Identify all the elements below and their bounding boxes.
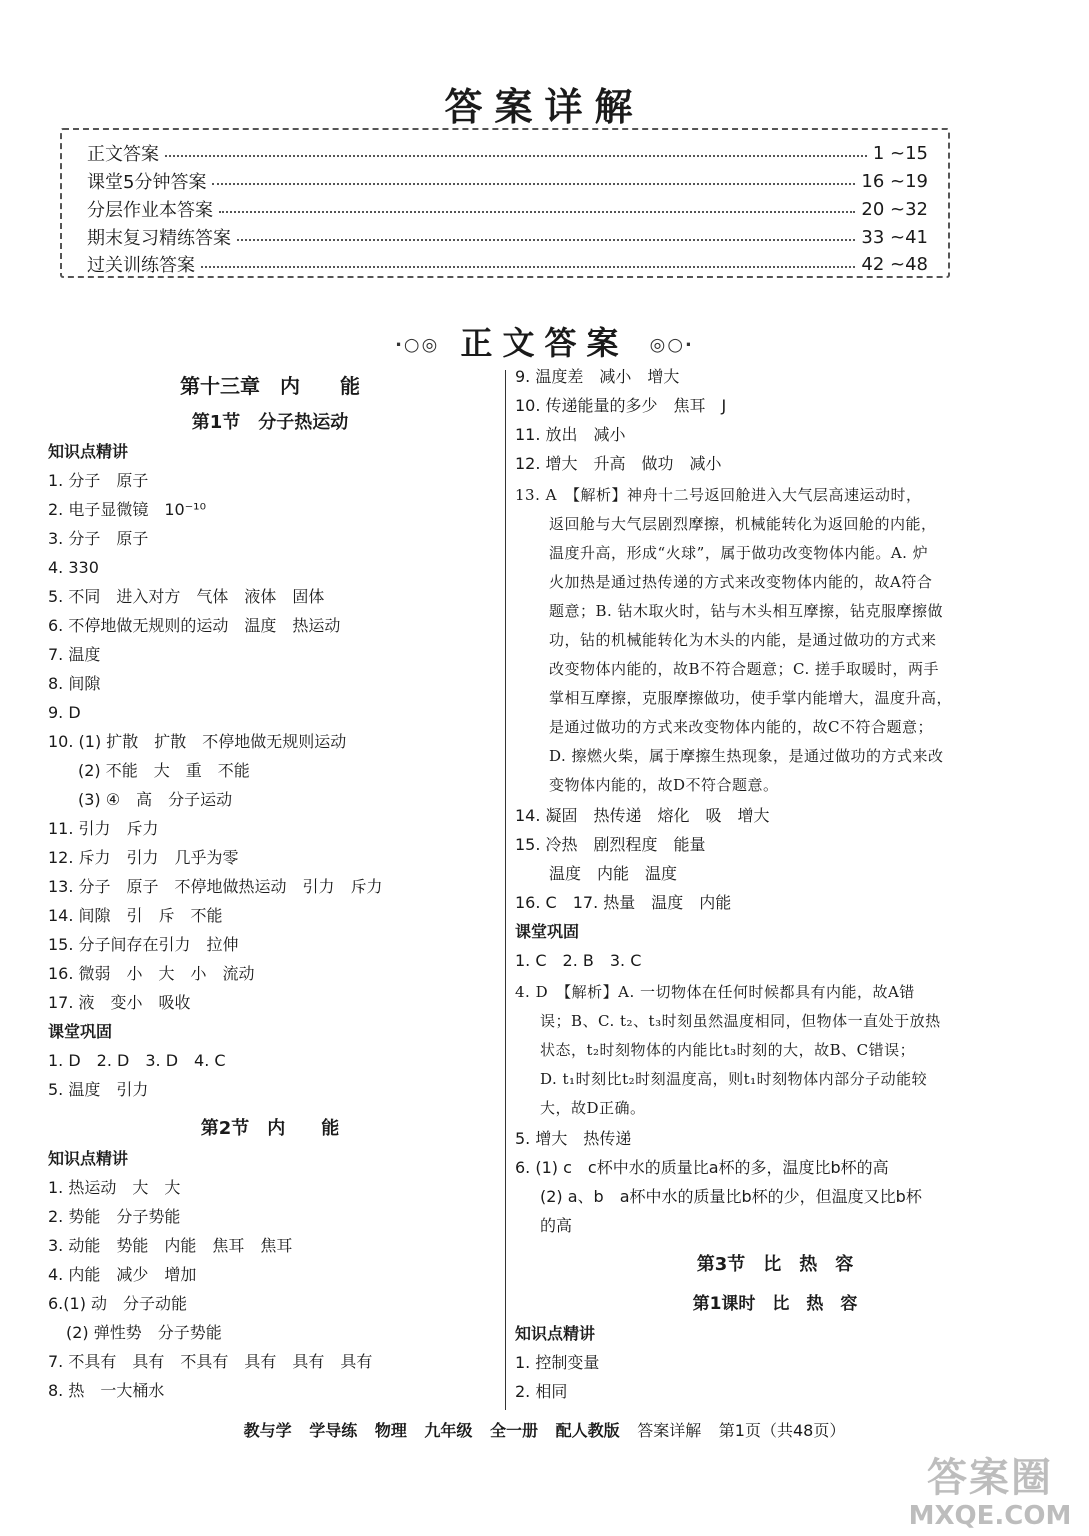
section-title: 正文答案: [460, 324, 629, 362]
section-2-heading: 第2节 内 能: [200, 1118, 340, 1139]
footer-doc-type: 答案详解: [637, 1421, 702, 1440]
toc-row: [87, 196, 928, 222]
page-footer: [0, 1418, 1089, 1441]
page-title: 答案详解: [444, 85, 645, 129]
column-divider: [505, 370, 506, 1410]
chapter-heading: 第十三章 内 能: [180, 374, 360, 398]
watermark-url: MXQE.COM: [908, 1501, 1072, 1531]
lesson-heading: 第1课时 比 热 容: [692, 1294, 858, 1314]
answer-line: 11. 放出 减小: [515, 425, 626, 444]
subheading: 知识点精讲: [48, 442, 129, 461]
ornament-left-icon: ·○◎: [395, 334, 440, 356]
watermark-logo: [900, 1455, 1080, 1533]
answer-line: (2) a、b a杯中水的质量比b杯的少，但温度又比b杯: [540, 1187, 922, 1206]
toc-leader-dots: [237, 239, 855, 241]
explanation-line: 掌相互摩擦，克服摩擦做功，使手掌内能增大，温度升高，: [549, 689, 953, 707]
subheading: 知识点精讲: [48, 1149, 129, 1168]
answer-line: 6. (1) c c杯中水的质量比a杯的多，温度比b杯的高: [515, 1158, 889, 1177]
explanation-line: D. 擦燃火柴，属于摩擦生热现象，是通过做功的方式来改: [549, 747, 944, 765]
explanation-line: 温度升高，形成“火球”，属于做功改变物体内能。A. 炉: [549, 544, 929, 562]
toc-leader-dots: [212, 183, 855, 185]
subheading: 知识点精讲: [515, 1324, 596, 1343]
explanation-line: 大，故D正确。: [540, 1099, 646, 1117]
answer-line: 2. 势能 分子势能: [48, 1207, 181, 1226]
footer-edition: 配人教版: [555, 1421, 620, 1440]
answer-line: 2. 电子显微镜 10⁻¹⁰: [48, 500, 206, 519]
answer-line: 1. D 2. D 3. D 4. C: [48, 1051, 226, 1070]
answer-line: 8. 间隙: [48, 674, 101, 693]
answer-line: 温度 内能 温度: [549, 864, 678, 883]
answer-line: 1. C 2. B 3. C: [515, 951, 642, 970]
answer-line: 5. 不同 进入对方 气体 液体 固体: [48, 587, 325, 606]
answer-line: 4. 330: [48, 558, 99, 577]
answer-line: 10. 传递能量的多少 焦耳 J: [515, 396, 727, 415]
answer-line: 5. 温度 引力: [48, 1080, 149, 1099]
answer-line: 3. 分子 原子: [48, 529, 149, 548]
answer-line: 3. 动能 势能 内能 焦耳 焦耳: [48, 1236, 293, 1255]
ornament-right-icon: ◎○·: [649, 334, 694, 356]
toc-leader-dots: [219, 211, 855, 213]
toc-label: 过关训练答案: [87, 255, 195, 276]
toc-leader-dots: [165, 155, 867, 157]
answer-line: 15. 分子间存在引力 拉伸: [48, 935, 239, 954]
toc-pages: 33 ~41: [861, 226, 928, 248]
answer-line: 4. 内能 减少 增加: [48, 1265, 197, 1284]
toc-row: [87, 251, 928, 277]
answer-line: 17. 液 变小 吸收: [48, 993, 191, 1012]
answer-line: 11. 引力 斥力: [48, 819, 159, 838]
answer-line: 1. 控制变量: [515, 1353, 600, 1372]
answer-line: (3) ④ 高 分子运动: [78, 790, 233, 809]
footer-volume: 全一册: [490, 1421, 539, 1440]
answer-line: 6. 不停地做无规则的运动 温度 热运动: [48, 616, 341, 635]
toc-pages: 1 ~15: [872, 142, 928, 164]
explanation-line: 功，钻的机械能转化为木头的内能，是通过做功的方式来: [549, 631, 937, 649]
explanation-line: 是通过做功的方式来改变物体内能的，故C不符合题意；: [549, 718, 933, 736]
answer-line: (2) 弹性势 分子势能: [66, 1323, 222, 1342]
answer-line: (2) 不能 大 重 不能: [78, 761, 250, 780]
explanation-line: 题意；B. 钻木取火时，钻与木头相互摩擦，钻克服摩擦做: [549, 602, 944, 620]
footer-grade: 九年级: [424, 1421, 473, 1440]
footer-series: 教与学: [243, 1421, 292, 1440]
answer-line: 1. 分子 原子: [48, 471, 149, 490]
footer-subject: 物理: [374, 1421, 407, 1440]
explanation-line: 火加热是通过热传递的方式来改变物体内能的，故A符合: [549, 573, 933, 591]
answer-line: 8. 热 一大桶水: [48, 1381, 165, 1400]
section-heading: [0, 318, 1089, 364]
answer-line: 12. 增大 升高 做功 减小: [515, 454, 722, 473]
explanation-line: 返回舱与大气层剧烈摩擦，机械能转化为返回舱的内能，: [549, 515, 937, 533]
toc-label: 正文答案: [87, 144, 159, 165]
toc-pages: 20 ~32: [861, 198, 928, 220]
explanation-line: 改变物体内能的，故B不符合题意；C. 搓手取暖时，两手: [549, 660, 940, 678]
answer-line: 1. 热运动 大 大: [48, 1178, 181, 1197]
subheading: 课堂巩固: [515, 922, 580, 941]
explanation-line: 变物体内能的，故D不符合题意。: [549, 776, 779, 794]
answer-line: 9. D: [48, 703, 81, 722]
answer-line: 16. C 17. 热量 温度 内能: [515, 893, 732, 912]
toc-pages: 16 ~19: [861, 170, 928, 192]
explanation-line: D. t₁时刻比t₂时刻温度高，则t₁时刻物体内部分子动能较: [540, 1070, 928, 1088]
toc-row: [87, 224, 928, 250]
section-3-heading: 第3节 比 热 容: [696, 1254, 854, 1275]
answer-line: 2. 相同: [515, 1382, 568, 1401]
answer-line: 13. 分子 原子 不停地做热运动 引力 斥力: [48, 877, 383, 896]
toc-label: 分层作业本答案: [87, 200, 213, 221]
explanation-line: 4. D 【解析】A. 一切物体在任何时候都具有内能，故A错: [515, 983, 915, 1001]
answer-line: 9. 温度差 减小 增大: [515, 367, 680, 386]
answer-line: 14. 间隙 引 斥 不能: [48, 906, 223, 925]
section-1-heading: 第1节 分子热运动: [191, 412, 349, 433]
answer-line: 10. (1) 扩散 扩散 不停地做无规则运动: [48, 732, 347, 751]
answer-line: 16. 微弱 小 大 小 流动: [48, 964, 255, 983]
toc-pages: 42 ~48: [861, 253, 928, 275]
answer-line: 14. 凝固 热传递 熔化 吸 增大: [515, 806, 770, 825]
table-of-contents: [60, 128, 950, 278]
answer-line: 15. 冷热 剧烈程度 能量: [515, 835, 706, 854]
answer-line: 5. 增大 热传递: [515, 1129, 632, 1148]
toc-row: [87, 140, 928, 166]
watermark-text: 答案圈: [927, 1455, 1053, 1501]
answer-line: 7. 温度: [48, 645, 101, 664]
answer-line: 的高: [540, 1216, 573, 1235]
answer-line: 6.(1) 动 分子动能: [48, 1294, 188, 1313]
toc-leader-dots: [201, 266, 855, 268]
toc-label: 课堂5分钟答案: [87, 172, 207, 193]
answer-line: 12. 斥力 引力 几乎为零: [48, 848, 239, 867]
footer-page-number: 第1页（共48页）: [718, 1421, 846, 1440]
explanation-line: 误；B、C. t₂、t₃时刻虽然温度相同，但物体一直处于放热: [540, 1012, 941, 1030]
toc-row: [87, 168, 928, 194]
subheading: 课堂巩固: [48, 1022, 113, 1041]
explanation-line: 状态，t₂时刻物体的内能比t₃时刻的大，故B、C错误；: [540, 1041, 916, 1059]
footer-subtitle: 学导练: [309, 1421, 358, 1440]
toc-label: 期末复习精练答案: [87, 228, 231, 249]
explanation-line: 13. A 【解析】神舟十二号返回舱进入大气层高速运动时，: [515, 486, 922, 504]
answer-line: 7. 不具有 具有 不具有 具有 具有 具有: [48, 1352, 373, 1371]
